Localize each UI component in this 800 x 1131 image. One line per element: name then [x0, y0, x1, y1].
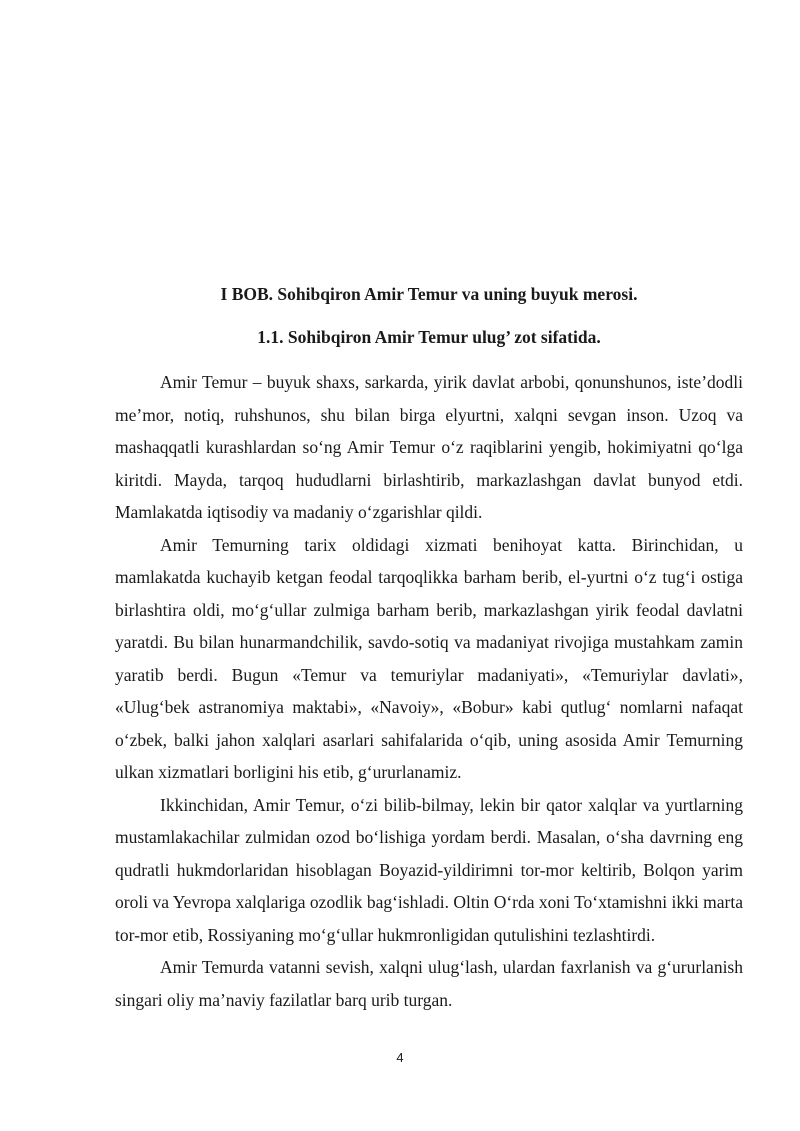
chapter-title: I BOB. Sohibqiron Amir Temur va uning buyuk merosi. — [220, 284, 638, 304]
page-number: 4 — [396, 1050, 404, 1065]
body-text — [115, 366, 743, 1016]
section-title: 1.1. Sohibqiron Amir Temur ulug’ zot sifatida. — [257, 327, 601, 347]
paragraph: Amir Temurda vatanni sevish, xalqni ulug‘lash, ulardan faxrlanish va g‘ururlanish singari oliy ma’naviy fazilatlar barq urib turgan. — [115, 957, 743, 1010]
paragraph: Amir Temur – buyuk shaxs, sarkarda, yirik davlat arbobi, qonunshunos, iste’dodli me’mor, notiq, ruhshunos, shu bilan birga elyurtni, xalqni sevgan inson. Uzoq va mashaqqatli kurashlardan so‘ng Amir Temur o‘z raqiblarini yengib, hokimiyatni qo‘lga kiritdi. Mayda, tarqoq hududlarni birlashtirib, markazlashgan davlat bunyod etdi. Mamlakatda iqtisodiy va madaniy o‘zgarishlar qildi. — [115, 372, 743, 522]
paragraph: Ikkinchidan, Amir Temur, o‘zi bilib-bilmay, lekin bir qator xalqlar va yurtlarning mustamlakachilar zulmidan ozod bo‘lishiga yordam berdi. Masalan, o‘sha davrning eng qudratli hukmdorlaridan hisoblagan Boyazid-yildirimni tor-mor keltirib, Bolqon yarim oroli va Yevropa xalqlariga ozodlik bag‘ishladi. Oltin O‘rda xoni To‘xtamishni ikki marta tor-mor etib, Rossiyaning mo‘g‘ullar hukmronligidan qutulishini tezlashtirdi. — [115, 794, 743, 945]
paragraph: Amir Temurning tarix oldidagi xizmati benihoyat katta. Birinchidan, u mamlakatda kuchayib ketgan feodal tarqoqlikka barham berib, el-yurtni o‘z tug‘i ostiga birlashtira oldi, mo‘g‘ullar zulmiga barham berib, markazlashgan yirik feodal davlatni yaratdi. Bu bilan hunarmandchilik, savdo-sotiq va madaniyat rivojiga mustahkam zamin yaratib berdi. Bugun «Temur va temuriylar madaniyati», «Temuriylar davlati», «Ulug‘bek astranomiya maktabi», «Navoiy», «Bobur» kabi qutlug‘ nomlarni nafaqat o‘zbek, balki jahon xalqlari asarlari sahifalarida o‘qib, uning asosida Amir Temurning ulkan xizmatlari borligini his etib, g‘ururlanamiz. — [115, 534, 743, 782]
